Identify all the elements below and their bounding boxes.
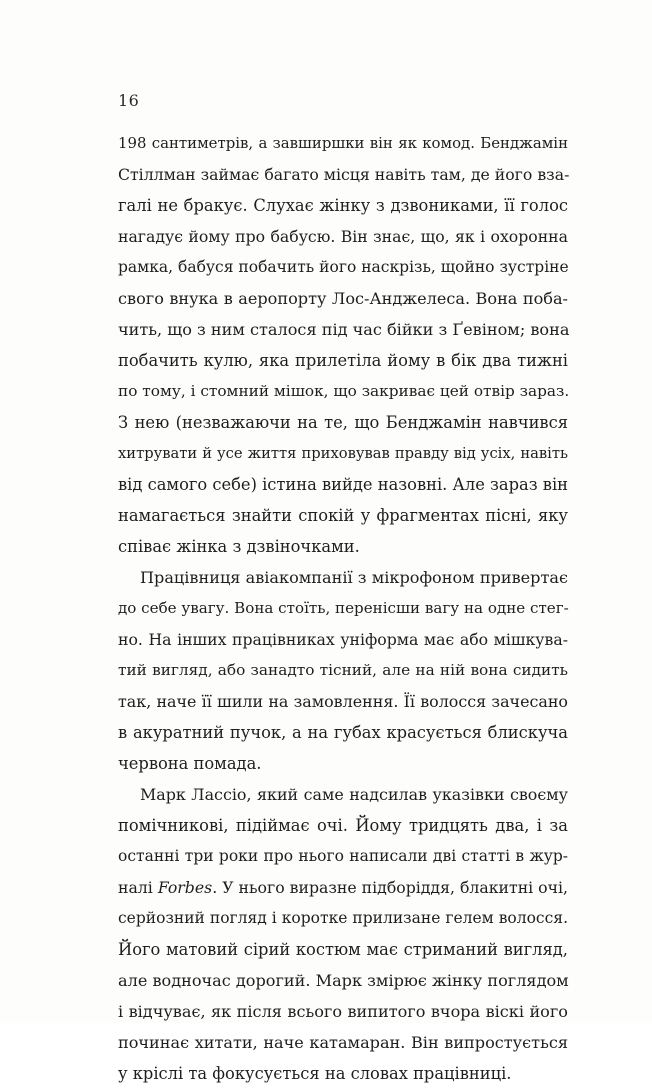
text-line: галі не бракує. Слухає жінку з дзвониками, її голос (118, 196, 568, 215)
text-line: в акуратний пучок, а на губах красується блискуча (118, 723, 568, 742)
text-line: від самого себе) істина вийде назовні. Але зараз він (118, 475, 569, 494)
magazine-title: Forbes (157, 878, 213, 897)
text-line: до себе увагу. Вона стоїть, перенісши вагу на одне стег- (118, 599, 569, 617)
text-line: хитрувати й усе життя приховував правду від усіх, навіть (118, 445, 568, 462)
text-line: співає жінка з дзвіночками. (118, 537, 360, 556)
text-line: намагається знайти спокій у фрагментах пісні, яку (118, 506, 568, 525)
text-line: помічникові, підіймає очі. Йому тридцять два, і за (118, 816, 568, 835)
page-number: 16 (118, 91, 140, 110)
text-line: З нею (незважаючи на те, що Бенджамін навчився (118, 413, 568, 432)
text-line: рамка, бабуся побачить його наскрізь, щойно зустріне (118, 258, 569, 276)
text-line: свого внука в аеропорту Лос-Анджелеса. Вона поба- (118, 289, 568, 308)
text-fragment: . У нього виразне підборіддя, блакитні очі, (212, 878, 569, 897)
text-line-indented (118, 562, 568, 593)
text-line-content: Працівниця авіакомпанії з мікрофоном привертає (140, 568, 568, 587)
text-line: чить, що з ним сталося під час бійки з Ґевіном; вона (118, 320, 570, 339)
text-line: Стіллман займає багато місця навіть там, де його взa- (118, 165, 570, 184)
body-text (118, 128, 568, 1089)
paragraph-1 (118, 128, 568, 562)
text-line: останні три роки про нього написали дві статті в жур- (118, 847, 568, 865)
text-line-with-italic (118, 872, 568, 903)
text-line: так, наче її шили на замовлення. Її волосся зачесано (118, 692, 568, 711)
text-line: але водночас дорогий. Марк змірює жінку поглядом (118, 971, 569, 990)
text-line: і відчуває, як після всього випитого вчора віскі його (118, 1002, 568, 1021)
text-line: но. На інших працівниках уніформа має або мішкува- (118, 630, 568, 649)
text-line-indented (118, 779, 568, 810)
text-line: червона помада. (118, 754, 262, 773)
text-line: починає хитати, наче катамаран. Він випростується (118, 1033, 568, 1052)
text-line-content: Марк Лассіо, який саме надсилав указівки своєму (140, 785, 568, 804)
paragraph-2 (118, 562, 568, 779)
text-line: Його матовий сірий костюм має стриманий вигляд, (118, 940, 568, 959)
text-line: по тому, і стомний мішок, що закриває цей отвір зараз. (118, 382, 570, 400)
text-line: тий вигляд, або занадто тісний, але на ній вона сидить (118, 661, 568, 679)
text-line: нагадує йому про бабусю. Він знає, що, як і охоронна (118, 227, 568, 246)
paragraph-3 (118, 779, 568, 1089)
text-line: побачить кулю, яка прилетіла йому в бік два тижні (118, 351, 568, 370)
text-line: 198 сантиметрів, а завширшки він як комод. Бенджамін (118, 134, 568, 152)
text-line: серйозний погляд і коротке прилизане гелем волосся. (118, 909, 568, 927)
text-line: у кріслі та фокусується на словах працівниці. (118, 1064, 512, 1083)
text-fragment: налі (118, 878, 158, 897)
